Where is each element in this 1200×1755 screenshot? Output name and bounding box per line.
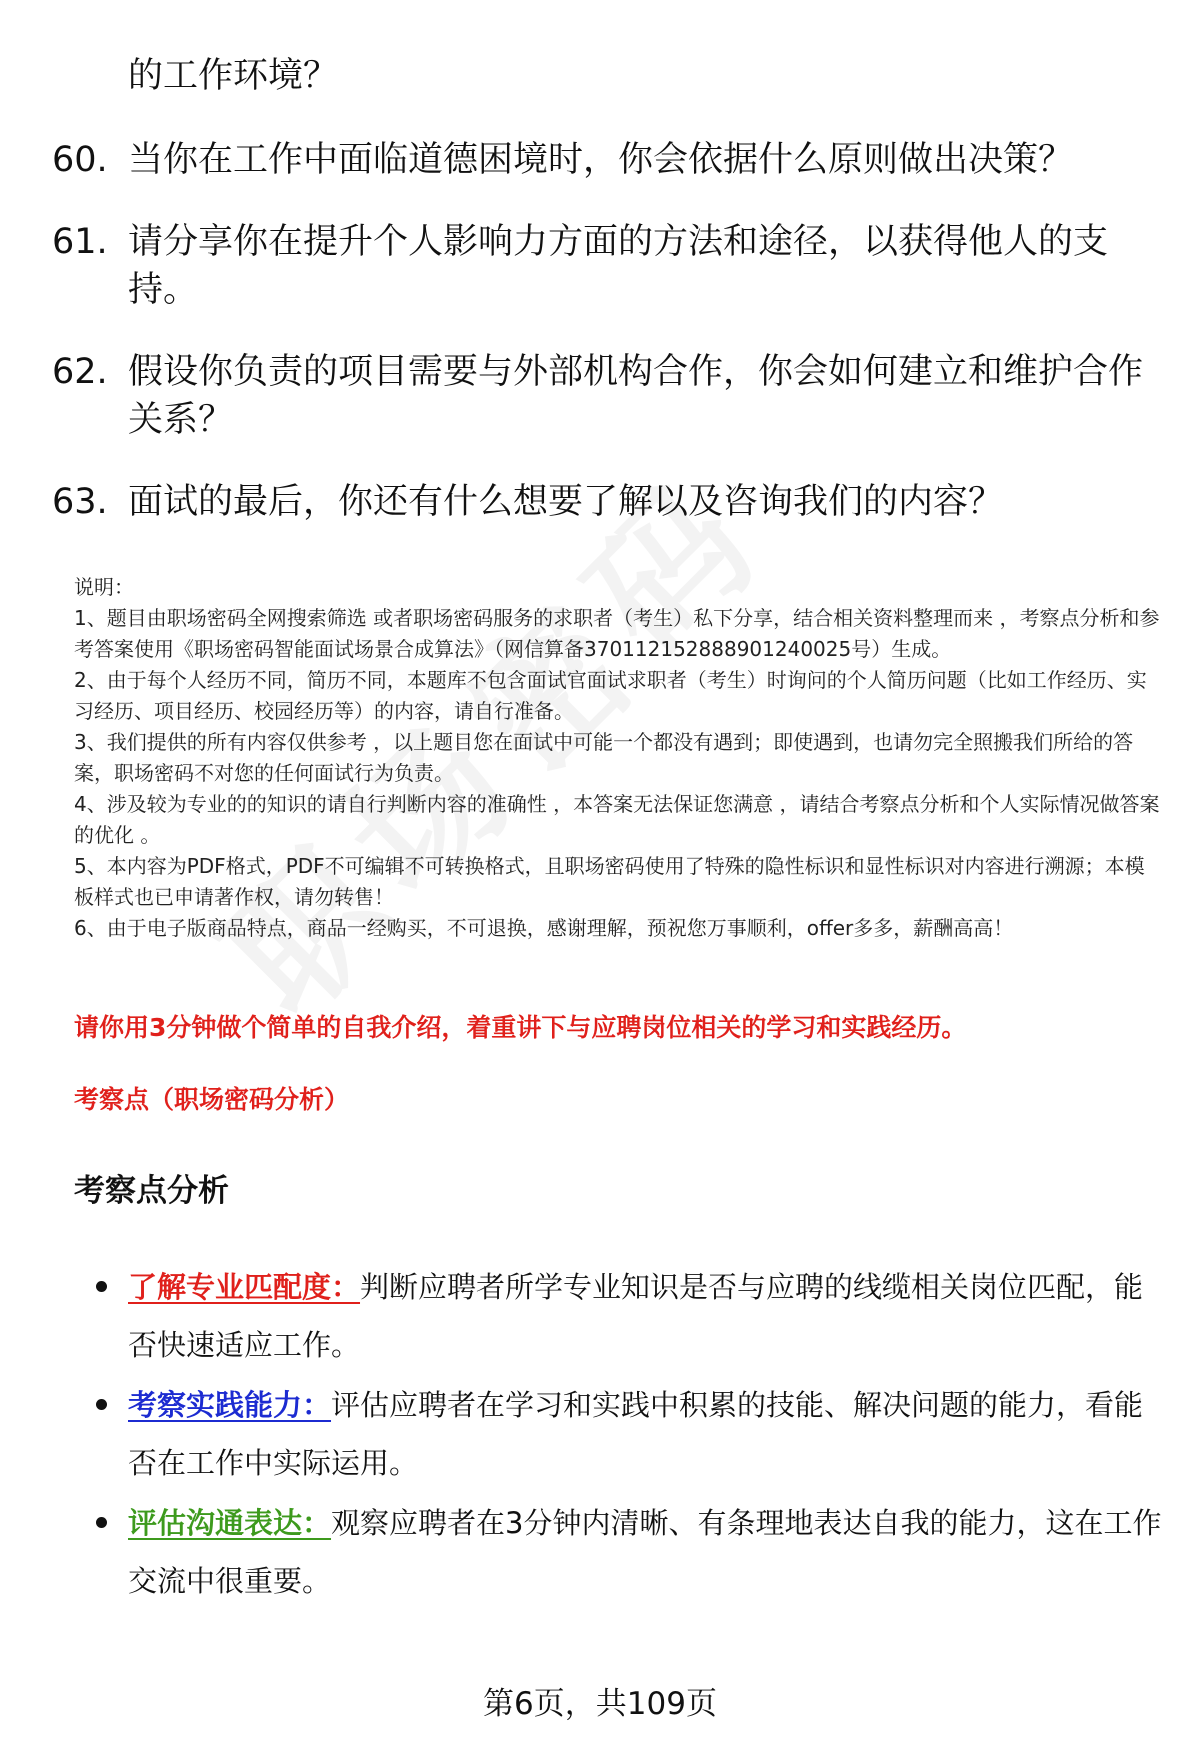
notes-title: 说明：: [74, 575, 134, 599]
bullet-icon: [96, 1517, 107, 1528]
analysis-text: 观察应聘者在3分钟内清晰、有条理地表达自我的能力，这在工作交流中很重要。: [128, 1506, 1162, 1598]
question-text: 假设你负责的项目需要与外部机构合作，你会如何建立和维护合作关系？: [128, 352, 1144, 440]
bullet-icon: [96, 1399, 107, 1410]
notes-line: 5、本内容为PDF格式，PDF不可编辑不可转换格式，且职场密码使用了特殊的隐性标识和显性标识对内容进行溯源；本模板样式也已申请著作权，请勿转售！: [74, 854, 1145, 909]
question-item: [52, 218, 1152, 314]
bullet-icon: [96, 1281, 107, 1292]
analysis-key: 了解专业匹配度：: [128, 1270, 361, 1304]
interview-question-heading: 请你用3分钟做个简单的自我介绍，着重讲下与应聘岗位相关的学习和实践经历。: [74, 1013, 967, 1042]
question-item: [52, 348, 1152, 444]
notes-line: 1、题目由职场密码全网搜索筛选 或者职场密码服务的求职者（考生）私下分享，结合相关资料整理而来 ，考察点分析和参考答案使用《职场密码智能面试场景合成算法》（网信算备370112152888901240025号）生成。: [74, 606, 1160, 661]
question-text: 面试的最后，你还有什么想要了解以及咨询我们的内容？: [128, 482, 1004, 522]
assessment-point-heading: 考察点（职场密码分析）: [74, 1085, 350, 1114]
analysis-key: 评估沟通表达：: [128, 1506, 332, 1540]
analysis-key: 考察实践能力：: [128, 1388, 332, 1422]
question-number: 61.: [52, 222, 108, 262]
question-number: 63.: [52, 482, 108, 522]
analysis-text: 判断应聘者所学专业知识是否与应聘的线缆相关岗位匹配，能否快速适应工作。: [128, 1270, 1144, 1362]
analysis-item: [96, 1376, 1166, 1492]
page-number-footer: 第6页，共109页: [483, 1686, 717, 1722]
notes-line: 2、由于每个人经历不同，简历不同，本题库不包含面试官面试求职者（考生）时询问的个人简历问题（比如工作经历、实习经历、项目经历、校园经历等）的内容，请自行准备。: [74, 668, 1147, 723]
question-text: 请分享你在提升个人影响力方面的方法和途径，以获得他人的支持。: [128, 222, 1109, 310]
notes-line: 3、我们提供的所有内容仅供参考 ，以上题目您在面试中可能一个都没有遇到；即使遇到，也请勿完全照搬我们所给的答案，职场密码不对您的任何面试行为负责。: [74, 730, 1134, 785]
analysis-list: [96, 1258, 1166, 1612]
notes-line: 6、由于电子版商品特点，商品一经购买，不可退换，感谢理解，预祝您万事顺利，offer多多，薪酬高高！: [74, 916, 1014, 940]
question-number: 60.: [52, 140, 108, 180]
analysis-text: 评估应聘者在学习和实践中积累的技能、解决问题的能力，看能否在工作中实际运用。: [128, 1388, 1144, 1480]
analysis-section-title: 考察点分析: [74, 1173, 229, 1209]
question-list: [52, 52, 1152, 560]
question-item: [52, 478, 1152, 526]
analysis-item: [96, 1494, 1166, 1610]
notes-line: 4、涉及较为专业的的知识的请自行判断内容的准确性 ，本答案无法保证您满意 ，请结合考察点分析和个人实际情况做答案的优化 。: [74, 792, 1160, 847]
disclaimer-notes: [74, 572, 1164, 944]
question-item: [52, 136, 1152, 184]
question-number: 62.: [52, 352, 108, 392]
question-text: 当你在工作中面临道德困境时，你会依据什么原则做出决策？: [128, 140, 1074, 180]
analysis-item: [96, 1258, 1166, 1374]
question-continuation: 的工作环境？: [128, 56, 339, 96]
